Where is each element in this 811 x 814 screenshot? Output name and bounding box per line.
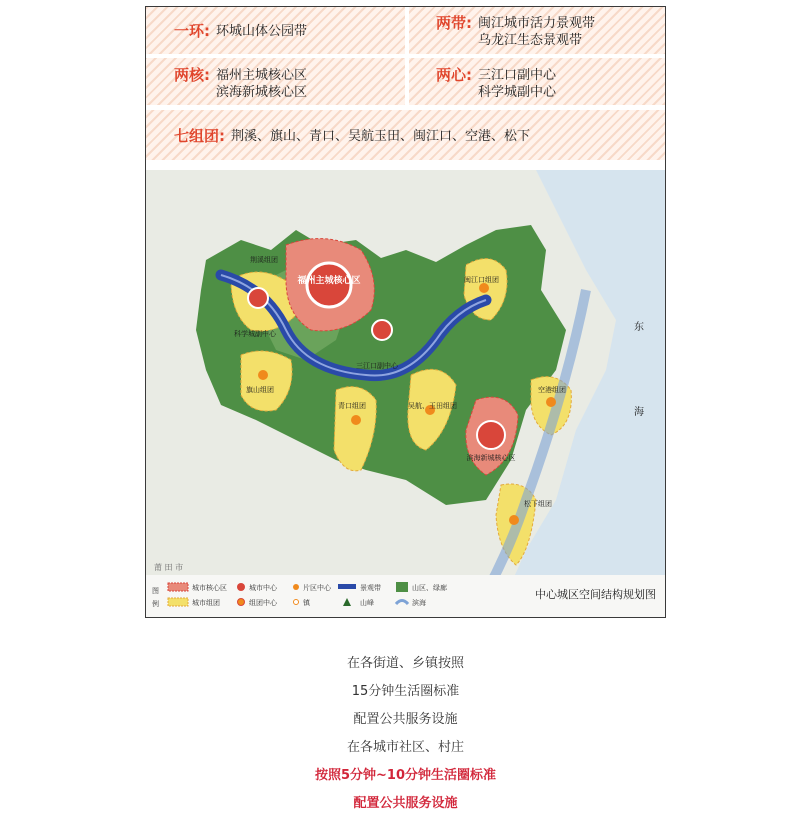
main-core-label: 福州主城核心区 <box>297 276 361 286</box>
minjiangkou-label: 闽江口组团 <box>464 276 499 284</box>
legend-item-town: 镇 <box>303 599 310 607</box>
legend-title-1: 图 <box>152 587 159 595</box>
clusters-key: 七组团: <box>174 127 225 145</box>
legend-green-icon <box>396 582 408 592</box>
qishan-center-icon <box>258 370 268 380</box>
legend-cluster-swatch-icon <box>168 598 188 606</box>
ring-value: 环城山体公园带 <box>216 24 308 39</box>
belt-1: 闽江城市活力景观带 <box>478 16 596 31</box>
legend-item-core: 城市核心区 <box>192 584 227 592</box>
belts-key: 两带: <box>436 14 472 32</box>
legend-item-coast: 滨海 <box>412 599 426 607</box>
belt-2: 乌龙江生态景观带 <box>478 33 583 48</box>
legend-belt-icon <box>338 584 356 589</box>
center-2: 科学城副中心 <box>478 85 557 100</box>
legend-cluster-center-icon <box>238 599 245 606</box>
legend-town-icon <box>294 600 299 605</box>
clusters-value: 荆溪、旗山、青口、吴航玉田、闽江口、空港、松下 <box>231 129 531 144</box>
binhai-core-center-icon <box>477 421 505 449</box>
east-label-2: 海 <box>634 407 644 418</box>
divider <box>146 54 665 58</box>
cores-key: 两核: <box>174 66 210 84</box>
belts-entry <box>436 15 595 49</box>
legend-district-center-icon <box>293 584 299 590</box>
legend-item-city-center: 城市中心 <box>249 584 277 592</box>
east-label-1: 东 <box>634 322 644 333</box>
structure-map <box>146 170 665 618</box>
legend-item-district-center: 片区中心 <box>303 584 331 592</box>
legend-core-swatch-icon <box>168 583 188 591</box>
ring-entry <box>174 23 307 41</box>
note-line-4: 在各城市社区、村庄 <box>346 740 464 755</box>
songxia-label: 松下组团 <box>524 500 552 508</box>
konggang-label: 空港组团 <box>538 386 566 394</box>
cores-entry <box>174 67 307 101</box>
legend-item-belt: 景观带 <box>360 584 381 592</box>
science-city-center-icon <box>248 288 268 308</box>
core-1: 福州主城核心区 <box>216 68 308 83</box>
sanjiangkou-label: 三江口副中心 <box>356 362 398 370</box>
minjiangkou-center-icon <box>479 283 489 293</box>
note-line-5: 按照5分钟~10分钟生活圈标准 <box>314 768 497 783</box>
legend-item-cluster-center: 组团中心 <box>249 599 277 607</box>
qishan-label: 旗山组团 <box>246 386 274 394</box>
note-line-6: 配置公共服务设施 <box>353 796 458 811</box>
note-line-1: 在各街道、乡镇按照 <box>346 656 464 671</box>
binhai-core-label: 滨海新城核心区 <box>466 454 516 462</box>
legend-title-2: 例 <box>152 600 159 608</box>
core-2: 滨海新城核心区 <box>216 85 308 100</box>
center-1: 三江口副中心 <box>478 68 557 83</box>
note-line-2: 15分钟生活圈标准 <box>351 684 460 699</box>
centers-key: 两心: <box>436 66 472 84</box>
map-title: 中心城区空间结构规划图 <box>535 588 656 601</box>
wuhang-label: 吴航、玉田组团 <box>408 402 457 410</box>
legend-item-peak: 山峰 <box>360 599 374 607</box>
sanjiangkou-center-icon <box>372 320 392 340</box>
legend-item-cluster: 城市组团 <box>192 599 220 607</box>
songxia-center-icon <box>509 515 519 525</box>
jingxi-label: 荆溪组团 <box>250 256 278 264</box>
legend-item-green: 山区、绿廊 <box>412 584 447 592</box>
clusters-entry <box>174 128 530 146</box>
qingkou-center-icon <box>351 415 361 425</box>
science-city-label: 科学城副中心 <box>234 330 276 338</box>
putian-label: 莆 田 市 <box>154 563 184 572</box>
centers-entry <box>436 67 556 101</box>
qingkou-label: 青口组团 <box>338 402 366 410</box>
divider <box>146 105 665 110</box>
structure-plan-card <box>145 6 666 618</box>
legend-city-center-icon <box>237 583 245 591</box>
konggang-center-icon <box>546 397 556 407</box>
ring-key: 一环: <box>174 22 210 40</box>
note-line-3: 配置公共服务设施 <box>353 712 458 727</box>
